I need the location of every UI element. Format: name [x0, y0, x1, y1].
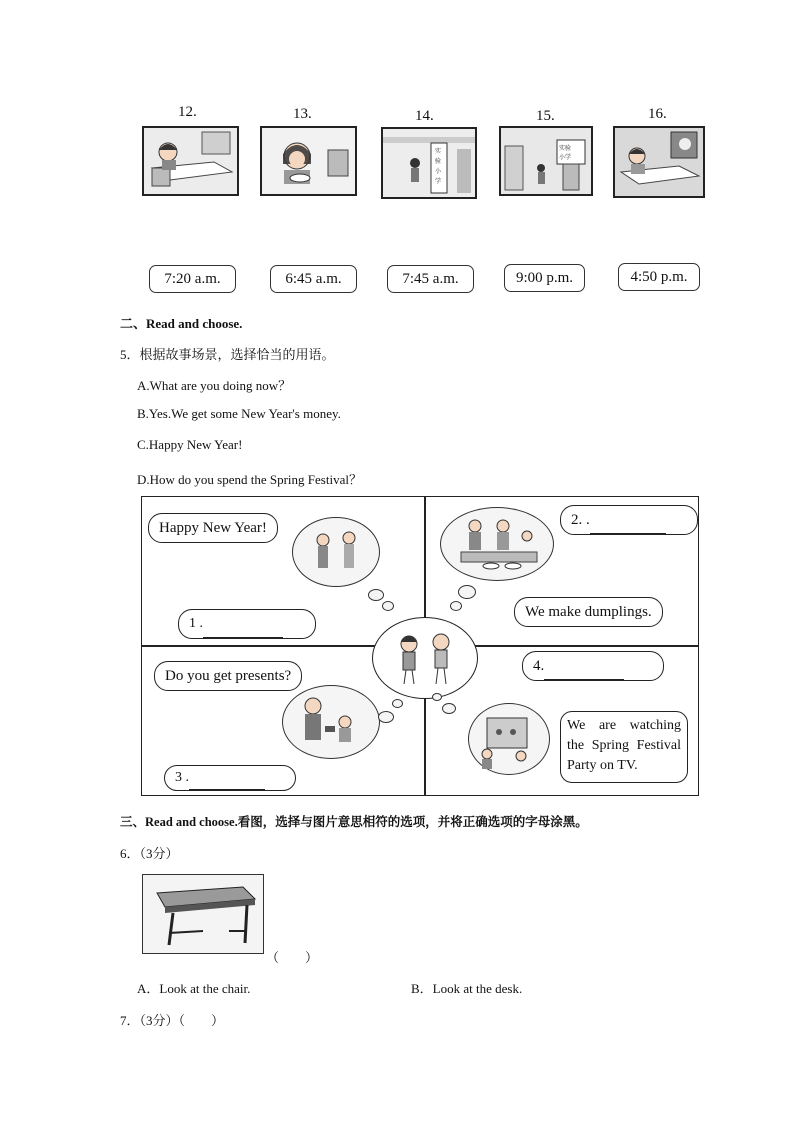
- thought-dot: [432, 693, 442, 701]
- picture-girl-night: [613, 126, 705, 198]
- item-number: 14.: [415, 108, 434, 124]
- thought-dot: [368, 589, 384, 601]
- time-box: 7:20 a.m.: [149, 265, 236, 293]
- svg-text:验: 验: [435, 158, 442, 165]
- thought-dot: [442, 703, 456, 714]
- item-number: 15.: [536, 108, 555, 124]
- thought-cloud-greeting: [292, 517, 380, 587]
- section-2-title: 二、Read and choose.: [120, 316, 243, 331]
- q6-option-a[interactable]: A．Look at the chair.: [137, 981, 251, 996]
- desk-image: [142, 874, 264, 954]
- option-d: D.How do you spend the Spring Festival？: [137, 472, 362, 487]
- speech-bubble-presents: Do you get presents?: [154, 661, 302, 691]
- story-panel: [141, 496, 699, 796]
- speech-bubble-dumplings: We make dumplings.: [514, 597, 663, 627]
- option-a: A.What are you doing now？: [137, 378, 292, 393]
- svg-text:小学: 小学: [559, 154, 572, 161]
- time-box: 6:45 a.m.: [270, 265, 357, 293]
- thought-cloud-dumplings: [440, 507, 554, 581]
- center-characters: [372, 617, 478, 699]
- picture-girl-waking: [142, 126, 239, 196]
- item-number: 16.: [648, 106, 667, 122]
- thought-cloud-tv: [468, 703, 550, 775]
- answer-blank-3[interactable]: 3 .: [164, 765, 296, 791]
- thought-dot: [382, 601, 394, 611]
- svg-text:小: 小: [435, 168, 442, 175]
- question-6: 6．（3分）: [120, 846, 179, 861]
- svg-text:实验: 实验: [559, 145, 572, 152]
- answer-blank-2[interactable]: 2. .: [560, 505, 698, 535]
- answer-paren-6[interactable]: （ ）: [266, 950, 319, 965]
- picture-school-evening: [499, 126, 593, 196]
- time-box: 9:00 p.m.: [504, 264, 585, 292]
- speech-bubble-watching-tv: We are watching the Spring Festival Party on TV.: [560, 711, 688, 783]
- thought-dot: [392, 699, 403, 708]
- svg-text:学: 学: [435, 178, 442, 185]
- thought-dot: [378, 711, 394, 723]
- item-number: 13.: [293, 106, 312, 122]
- item-number: 12.: [178, 104, 197, 120]
- option-c: C.Happy New Year!: [137, 437, 243, 452]
- time-box: 7:45 a.m.: [387, 265, 474, 293]
- picture-school-morning: [381, 127, 477, 199]
- thought-dot: [458, 585, 476, 599]
- thought-dot: [450, 601, 462, 611]
- section-3-title: 三、Read and choose.看图，选择与图片意思相符的选项，并将正确选项的字母涂黑。: [120, 815, 588, 829]
- thought-cloud-presents: [282, 685, 380, 759]
- question-7: 7．（3分）（ ）: [120, 1013, 225, 1028]
- answer-blank-4[interactable]: 4.: [522, 651, 664, 681]
- q6-option-b[interactable]: B．Look at the desk.: [411, 981, 523, 996]
- speech-bubble-happy-new-year: Happy New Year!: [148, 513, 278, 543]
- time-box: 4:50 p.m.: [618, 263, 700, 291]
- option-b: B.Yes.We get some New Year's money.: [137, 406, 341, 421]
- question-5: 5．根据故事场景，选择恰当的用语。: [120, 347, 335, 362]
- svg-text:实: 实: [435, 148, 442, 155]
- picture-girl-eating: [260, 126, 357, 196]
- answer-blank-1[interactable]: 1 .: [178, 609, 316, 639]
